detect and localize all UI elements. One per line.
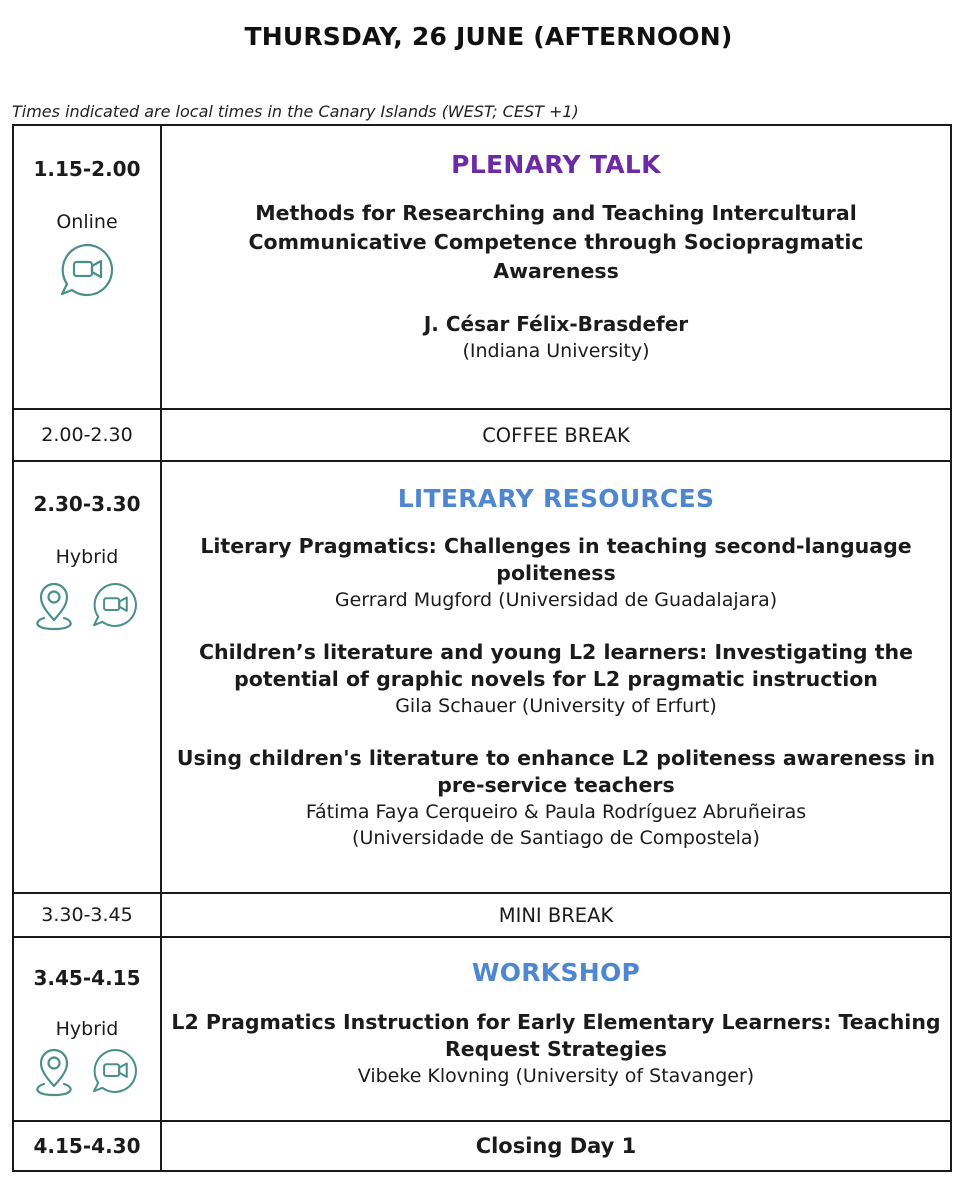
content-cell: [161, 1121, 951, 1171]
time-cell: [13, 937, 161, 1121]
schedule-row-mini-break: [13, 893, 951, 937]
talk-speaker: Gerrard Mugford (Universidad de Guadalajara): [334, 589, 778, 611]
talk-speaker-affiliation: (Universidade de Santiago de Compostela): [352, 827, 760, 849]
session-heading: PLENARY TALK: [451, 150, 661, 179]
time-cell: [13, 1121, 161, 1171]
time-cell: [13, 409, 161, 461]
talk-speaker: Vibeke Klovning (University of Stavanger): [357, 1065, 755, 1087]
time-cell: [13, 461, 161, 893]
content-cell: [161, 461, 951, 893]
talk-title: L2 Pragmatics Instruction for Early Elementary Learners: Teaching Request Strategies: [171, 1010, 941, 1061]
session-time: 2.30-3.30: [33, 492, 141, 516]
speaker-name: J. César Félix-Brasdefer: [423, 312, 689, 336]
break-label: MINI BREAK: [498, 903, 614, 927]
video-call-icon: [56, 241, 118, 299]
content-cell: [161, 125, 951, 409]
session-time: 3.30-3.45: [41, 904, 133, 926]
video-call-icon: [89, 1046, 141, 1100]
schedule-row-workshop: [13, 937, 951, 1121]
schedule-table: [12, 124, 952, 1172]
closing-label: Closing Day 1: [475, 1134, 637, 1158]
speaker-affiliation: (Indiana University): [462, 340, 650, 362]
talk-title: Literary Pragmatics: Challenges in teaching second-language politeness: [200, 534, 912, 585]
content-cell: [161, 893, 951, 937]
talk-title: Methods for Researching and Teaching Intercultural Communicative Competence through Sociopragmatic Awareness: [248, 201, 864, 283]
session-time: 3.45-4.15: [33, 966, 141, 990]
break-label: COFFEE BREAK: [482, 423, 630, 447]
schedule-row-plenary: [13, 125, 951, 409]
talk-speaker: Gila Schauer (University of Erfurt): [395, 695, 717, 717]
session-time: 1.15-2.00: [33, 157, 141, 181]
schedule-row-literary-resources: [13, 461, 951, 893]
talk-title: Using children's literature to enhance L2 politeness awareness in pre-service teachers: [176, 746, 936, 797]
page-title: THURSDAY, 26 JUNE (AFTERNOON): [244, 22, 733, 51]
video-call-icon: [89, 580, 141, 634]
session-time: 4.15-4.30: [33, 1134, 141, 1158]
content-cell: [161, 409, 951, 461]
talk-title: Children’s literature and young L2 learners: Investigating the potential of graphic novels for L2 pragmatic instruction: [198, 640, 914, 691]
session-mode: Online: [56, 211, 118, 233]
time-cell: [13, 125, 161, 409]
timezone-note: Times indicated are local times in the Canary Islands (WEST; CEST +1): [12, 102, 579, 121]
session-mode: Hybrid: [55, 1018, 119, 1040]
session-mode: Hybrid: [55, 546, 119, 568]
session-heading: LITERARY RESOURCES: [397, 484, 715, 513]
content-cell: [161, 937, 951, 1121]
schedule-row-closing: [13, 1121, 951, 1171]
session-time: 2.00-2.30: [41, 424, 133, 446]
schedule-row-coffee-break: [13, 409, 951, 461]
talk-speaker: Fátima Faya Cerqueiro & Paula Rodríguez Abruñeiras: [305, 801, 807, 823]
session-heading: WORKSHOP: [471, 958, 641, 987]
location-pin-icon: [33, 1046, 75, 1100]
location-pin-icon: [33, 580, 75, 634]
time-cell: [13, 893, 161, 937]
